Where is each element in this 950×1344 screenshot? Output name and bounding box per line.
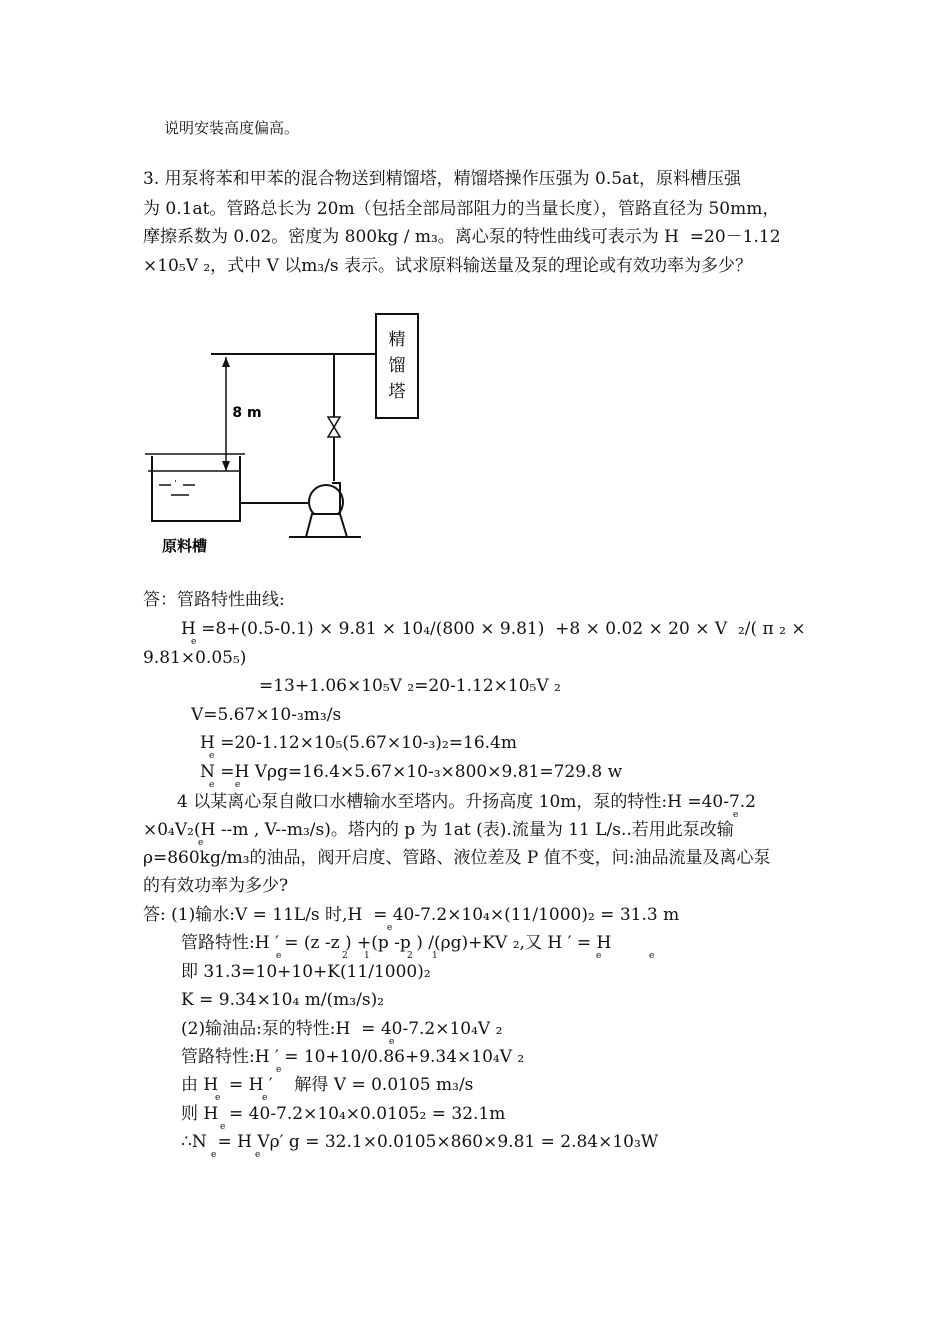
answer-3-line-1: H =8+(0.5-0.1) × 9.81 × 10₄/(800 × 9.81) +8 × 0.02 × 20 × V ₂/( π ₂ ×	[181, 619, 806, 639]
problem-3-line-4: ×10₅V ₂，式中 V 以m₃/s 表示。试求原料输送量及泵的理论或有效功率为多少？	[143, 256, 753, 276]
subscript-e: e	[596, 951, 602, 961]
problem-4-line-1: 4 以某离心泵自敞口水槽输水至塔内。升扬高度 10m，泵的特性:H =40-7.2	[177, 792, 756, 812]
problem-4-line-3: ρ=860kg/m₃的油品，阀开启度、管路、液位差及 P 值不变，问:油品流量及离心泵	[143, 848, 771, 868]
tower-label-1: 精	[388, 330, 406, 350]
answer-4-line-9: ∴N = H Vρ′ g = 32.1×0.0105×860×9.81 = 2.84×10₃W	[181, 1132, 659, 1152]
text-line-1: 说明安装高度偏高。	[164, 119, 300, 137]
problem-4-line-2: ×0₄V₂(H --m , V--m₃/s)。塔内的 p 为 1at (表).流量为 11 L/s..若用此泵改输	[143, 820, 734, 840]
answer-4-line-4: K = 9.34×10₄ m/(m₃/s)₂	[181, 990, 385, 1010]
subscript-e: e	[209, 751, 215, 761]
subscript-e: e	[389, 1037, 395, 1047]
problem-3-line-1: 3. 用泵将苯和甲苯的混合物送到精馏塔，精馏塔操作压强为 0.5at，原料槽压强	[143, 169, 742, 189]
subscript-e: e	[191, 637, 197, 647]
answer-4-line-6: 管路特性:H ′ = 10+10/0.86+9.34×10₄V ₂	[181, 1047, 525, 1067]
problem-4-line-4: 的有效功率为多少?	[143, 876, 289, 896]
tank-label: 原料槽	[162, 537, 208, 553]
answer-3-line-3: =13+1.06×10₅V ₂=20-1.12×10₅V ₂	[259, 676, 561, 696]
answer-3-heading: 答：管路特性曲线:	[143, 590, 285, 610]
answer-3-line-5: H =20-1.12×10₅(5.67×10-₃)₂=16.4m	[200, 733, 517, 753]
problem-3-line-2: 为 0.1at。管路总长为 20m（包括全部局部阻力的当量长度），管路直径为 50mm，	[143, 199, 780, 219]
tower-label-3: 塔	[388, 382, 406, 402]
subscript-e: e	[733, 810, 739, 820]
subscript-e: e	[276, 1065, 282, 1075]
subscript-2: 2	[407, 951, 413, 961]
answer-3-line-6: N =H Vρg=16.4×5.67×10-₃×800×9.81=729.8 w	[200, 762, 623, 782]
answer-4-line-3: 即 31.3=10+10+K(11/1000)₂	[181, 962, 431, 982]
tower-label-2: 馏	[388, 356, 406, 376]
answer-4-line-7: 由 H = H ′ 解得 V = 0.0105 m₃/s	[181, 1075, 474, 1095]
answer-4-line-1: 答: (1)输水:V = 11L/s 时,H = 40-7.2×10₄×(11/1000)₂ = 31.3 m	[143, 905, 680, 925]
subscript-e: e	[215, 1093, 221, 1103]
subscript-2: 2	[342, 951, 348, 961]
subscript-e: e	[387, 923, 393, 933]
subscript-e: e	[220, 1122, 226, 1132]
pump-support	[306, 514, 347, 537]
answer-4-line-5: (2)输油品:泵的特性:H = 40-7.2×10₄V ₂	[181, 1019, 503, 1039]
answer-4-line-2: 管路特性:H ′ = (z -z ) +(p -p ) /(ρg)+KV ₂,又 H ′ = H	[181, 933, 612, 953]
subscript-e: e	[276, 951, 282, 961]
subscript-e: e	[262, 1093, 268, 1103]
subscript-1: 1	[432, 951, 438, 961]
subscript-1: 1	[364, 951, 370, 961]
subscript-e: e	[209, 780, 215, 790]
subscript-e: e	[235, 780, 241, 790]
answer-4-line-8: 则 H = 40-7.2×10₄×0.0105₂ = 32.1m	[181, 1104, 506, 1124]
subscript-e: e	[255, 1150, 261, 1160]
subscript-e: e	[198, 838, 204, 848]
height-label: 8 m	[232, 405, 262, 421]
subscript-e: e	[649, 951, 655, 961]
pump-process-diagram	[143, 313, 420, 553]
subscript-e: e	[211, 1150, 217, 1160]
problem-3-line-3: 摩擦系数为 0.02。密度为 800kg / m₃。离心泵的特性曲线可表示为 H =20－1.12	[143, 227, 781, 247]
answer-3-line-4: V=5.67×10-₃m₃/s	[191, 705, 342, 725]
answer-3-line-2: 9.81×0.05₅)	[143, 648, 247, 668]
